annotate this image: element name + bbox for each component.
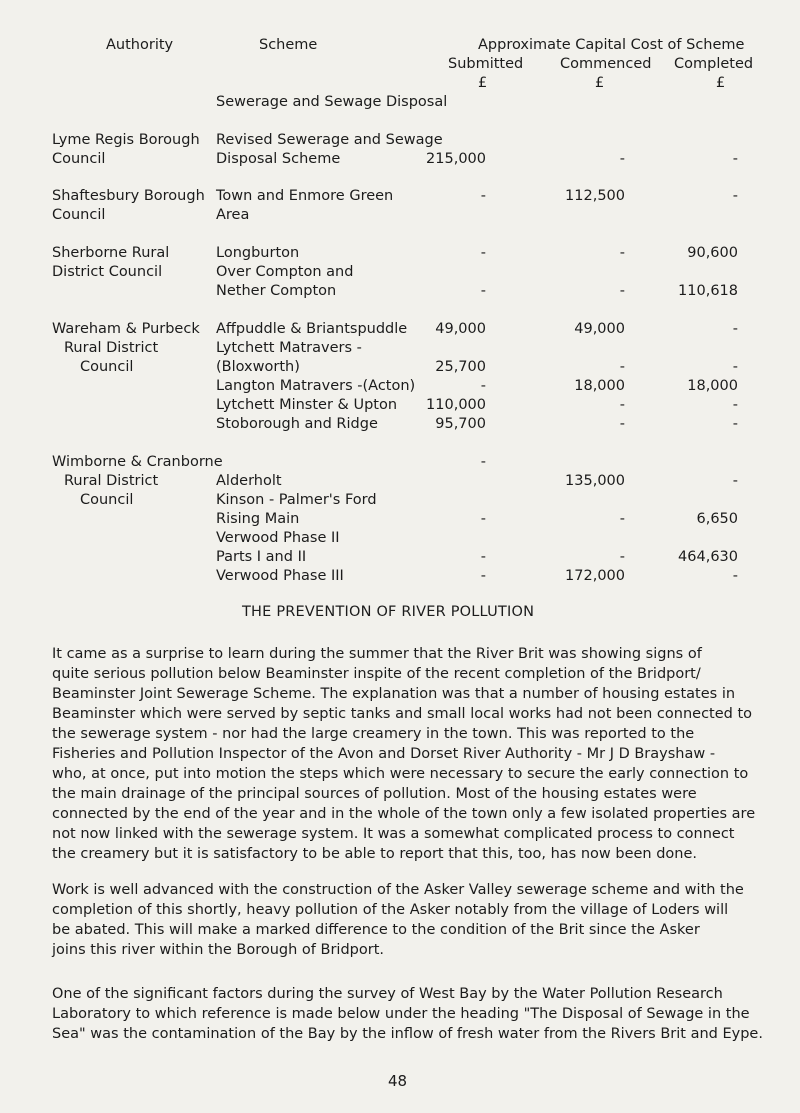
table-cell-authority: Council [80, 359, 134, 375]
table-cell-authority: Sherborne Rural [52, 245, 170, 261]
paragraph-1 [52, 644, 777, 864]
header-scheme: Scheme [259, 37, 318, 53]
paragraph-line: who, at once, put into motion the steps which were necessary to secure the early connection to [52, 766, 749, 782]
paragraph-line: joins this river within the Borough of Bridport. [52, 942, 384, 958]
table-cell-scheme: Area [216, 207, 250, 223]
table-cell-scheme: Stoborough and Ridge [216, 416, 378, 432]
paragraph-line: the creamery but it is satisfactory to be able to report that this, too, has now been done. [52, 846, 698, 862]
paragraph-line: be abated. This will make a marked difference to the condition of the Brit since the Asker [52, 922, 700, 938]
table-cell-scheme: Langton Matravers -(Acton) [216, 378, 416, 394]
table-cell-scheme: Town and Enmore Green [216, 188, 394, 204]
table-cell-commenced: - [619, 151, 625, 167]
table-cell-submitted: 49,000 [435, 321, 486, 337]
table-cell-authority: District Council [52, 264, 163, 280]
table-cell-submitted: - [480, 549, 486, 565]
section-heading-sewerage: Sewerage and Sewage Disposal [216, 94, 448, 110]
table-cell-scheme: Revised Sewerage and Sewage [216, 132, 443, 148]
table-cell-authority: Rural District [64, 473, 159, 489]
table-cell-submitted: 110,000 [426, 397, 486, 413]
table-cell-commenced: - [619, 549, 625, 565]
table-cell-submitted: - [480, 454, 486, 470]
paragraph-2 [52, 880, 777, 960]
header-approx-cost: Approximate Capital Cost of Scheme [478, 37, 745, 53]
paragraph-line: Beaminster Joint Sewerage Scheme. The explanation was that a number of housing estates in [52, 686, 736, 702]
table-cell-scheme: Lytchett Matravers - [216, 340, 362, 356]
table-cell-commenced: 135,000 [565, 473, 625, 489]
table-cell-authority: Rural District [64, 340, 159, 356]
table-cell-scheme: Affpuddle & Briantspuddle [216, 321, 408, 337]
table-cell-completed: - [732, 188, 738, 204]
table-cell-authority: Council [52, 151, 106, 167]
header-authority: Authority [106, 37, 174, 53]
table-cell-submitted: 215,000 [426, 151, 486, 167]
paragraph-line: Work is well advanced with the construction of the Asker Valley sewerage scheme and with the [52, 882, 744, 898]
header-completed: Completed [674, 56, 754, 72]
paragraph-line: the sewerage system - nor had the large creamery in the town. This was reported to the [52, 726, 695, 742]
section-title: THE PREVENTION OF RIVER POLLUTION [242, 604, 535, 620]
paragraph-line: Fisheries and Pollution Inspector of the Avon and Dorset River Authority - Mr J D Brayshaw - [52, 746, 716, 762]
table-cell-scheme: Verwood Phase III [216, 568, 344, 584]
table-cell-commenced: 112,500 [565, 188, 625, 204]
table-cell-submitted: - [480, 378, 486, 394]
table-cell-scheme: Longburton [216, 245, 300, 261]
table-cell-commenced: - [619, 416, 625, 432]
table-cell-scheme: Disposal Scheme [216, 151, 341, 167]
table-cell-authority: Wareham & Purbeck [52, 321, 200, 337]
table-cell-submitted: 95,700 [435, 416, 486, 432]
paragraph-3 [52, 984, 777, 1044]
table-cell-authority: Council [80, 492, 134, 508]
table-cell-commenced: 172,000 [565, 568, 625, 584]
paragraph-line: Sea" was the contamination of the Bay by the inflow of fresh water from the Rivers Brit and Eype. [52, 1026, 763, 1042]
table-cell-authority: Shaftesbury Borough [52, 188, 205, 204]
table-cell-authority: Lyme Regis Borough [52, 132, 200, 148]
currency-submitted: £ [478, 75, 488, 91]
table-cell-commenced: - [619, 397, 625, 413]
table-cell-commenced: - [619, 245, 625, 261]
table-cell-scheme: Lytchett Minster & Upton [216, 397, 398, 413]
paragraph-line: quite serious pollution below Beaminster inspite of the recent completion of the Bridport/ [52, 666, 701, 682]
currency-completed: £ [716, 75, 726, 91]
paragraph-line: Laboratory to which reference is made below under the heading "The Disposal of Sewage in the [52, 1006, 750, 1022]
table-cell-completed: - [732, 416, 738, 432]
currency-commenced: £ [595, 75, 605, 91]
paragraph-line: It came as a surprise to learn during the summer that the River Brit was showing signs of [52, 646, 702, 662]
table-cell-completed: 90,600 [687, 245, 738, 261]
table-cell-completed: - [732, 359, 738, 375]
table-cell-authority: Council [52, 207, 106, 223]
paragraph-line: connected by the end of the year and in the whole of the town only a few isolated properties are [52, 806, 756, 822]
table-cell-submitted: 25,700 [435, 359, 486, 375]
table-cell-scheme: Over Compton and [216, 264, 354, 280]
table-cell-commenced: 49,000 [574, 321, 625, 337]
table-cell-submitted: - [480, 283, 486, 299]
header-submitted: Submitted [448, 56, 524, 72]
table-cell-completed: 6,650 [696, 511, 738, 527]
table-cell-submitted: - [480, 245, 486, 261]
table-cell-completed: - [732, 151, 738, 167]
paragraph-line: not now linked with the sewerage system. It was a somewhat complicated process to connect [52, 826, 735, 842]
table-cell-completed: - [732, 568, 738, 584]
table-cell-completed: 464,630 [678, 549, 738, 565]
table-cell-commenced: - [619, 283, 625, 299]
table-cell-commenced: - [619, 511, 625, 527]
table-cell-scheme: Parts I and II [216, 549, 307, 565]
table-cell-scheme: Alderholt [216, 473, 282, 489]
paragraph-line: the main drainage of the principal sources of pollution. Most of the housing estates were [52, 786, 697, 802]
table-cell-scheme: Kinson - Palmer's Ford [216, 492, 377, 508]
page-number: 48 [388, 1072, 408, 1090]
table-cell-commenced: - [619, 359, 625, 375]
table-cell-submitted: - [480, 511, 486, 527]
paragraph-line: One of the significant factors during the survey of West Bay by the Water Pollution Research [52, 986, 723, 1002]
table-cell-submitted: - [480, 568, 486, 584]
table-cell-completed: - [732, 321, 738, 337]
table-cell-scheme: Nether Compton [216, 283, 337, 299]
paragraph-line: completion of this shortly, heavy pollution of the Asker notably from the village of Loders will [52, 902, 729, 918]
table-cell-completed: - [732, 473, 738, 489]
table-cell-submitted: - [480, 188, 486, 204]
table-cell-scheme: Rising Main [216, 511, 300, 527]
header-commenced: Commenced [560, 56, 652, 72]
table-cell-completed: 18,000 [687, 378, 738, 394]
table-cell-scheme: Verwood Phase II [216, 530, 340, 546]
table-cell-authority: Wimborne & Cranborne [52, 454, 223, 470]
table-cell-scheme: (Bloxworth) [216, 359, 300, 375]
table-cell-commenced: 18,000 [574, 378, 625, 394]
table-cell-completed: 110,618 [678, 283, 738, 299]
table-cell-completed: - [732, 397, 738, 413]
paragraph-line: Beaminster which were served by septic tanks and small local works had not been connected to [52, 706, 753, 722]
